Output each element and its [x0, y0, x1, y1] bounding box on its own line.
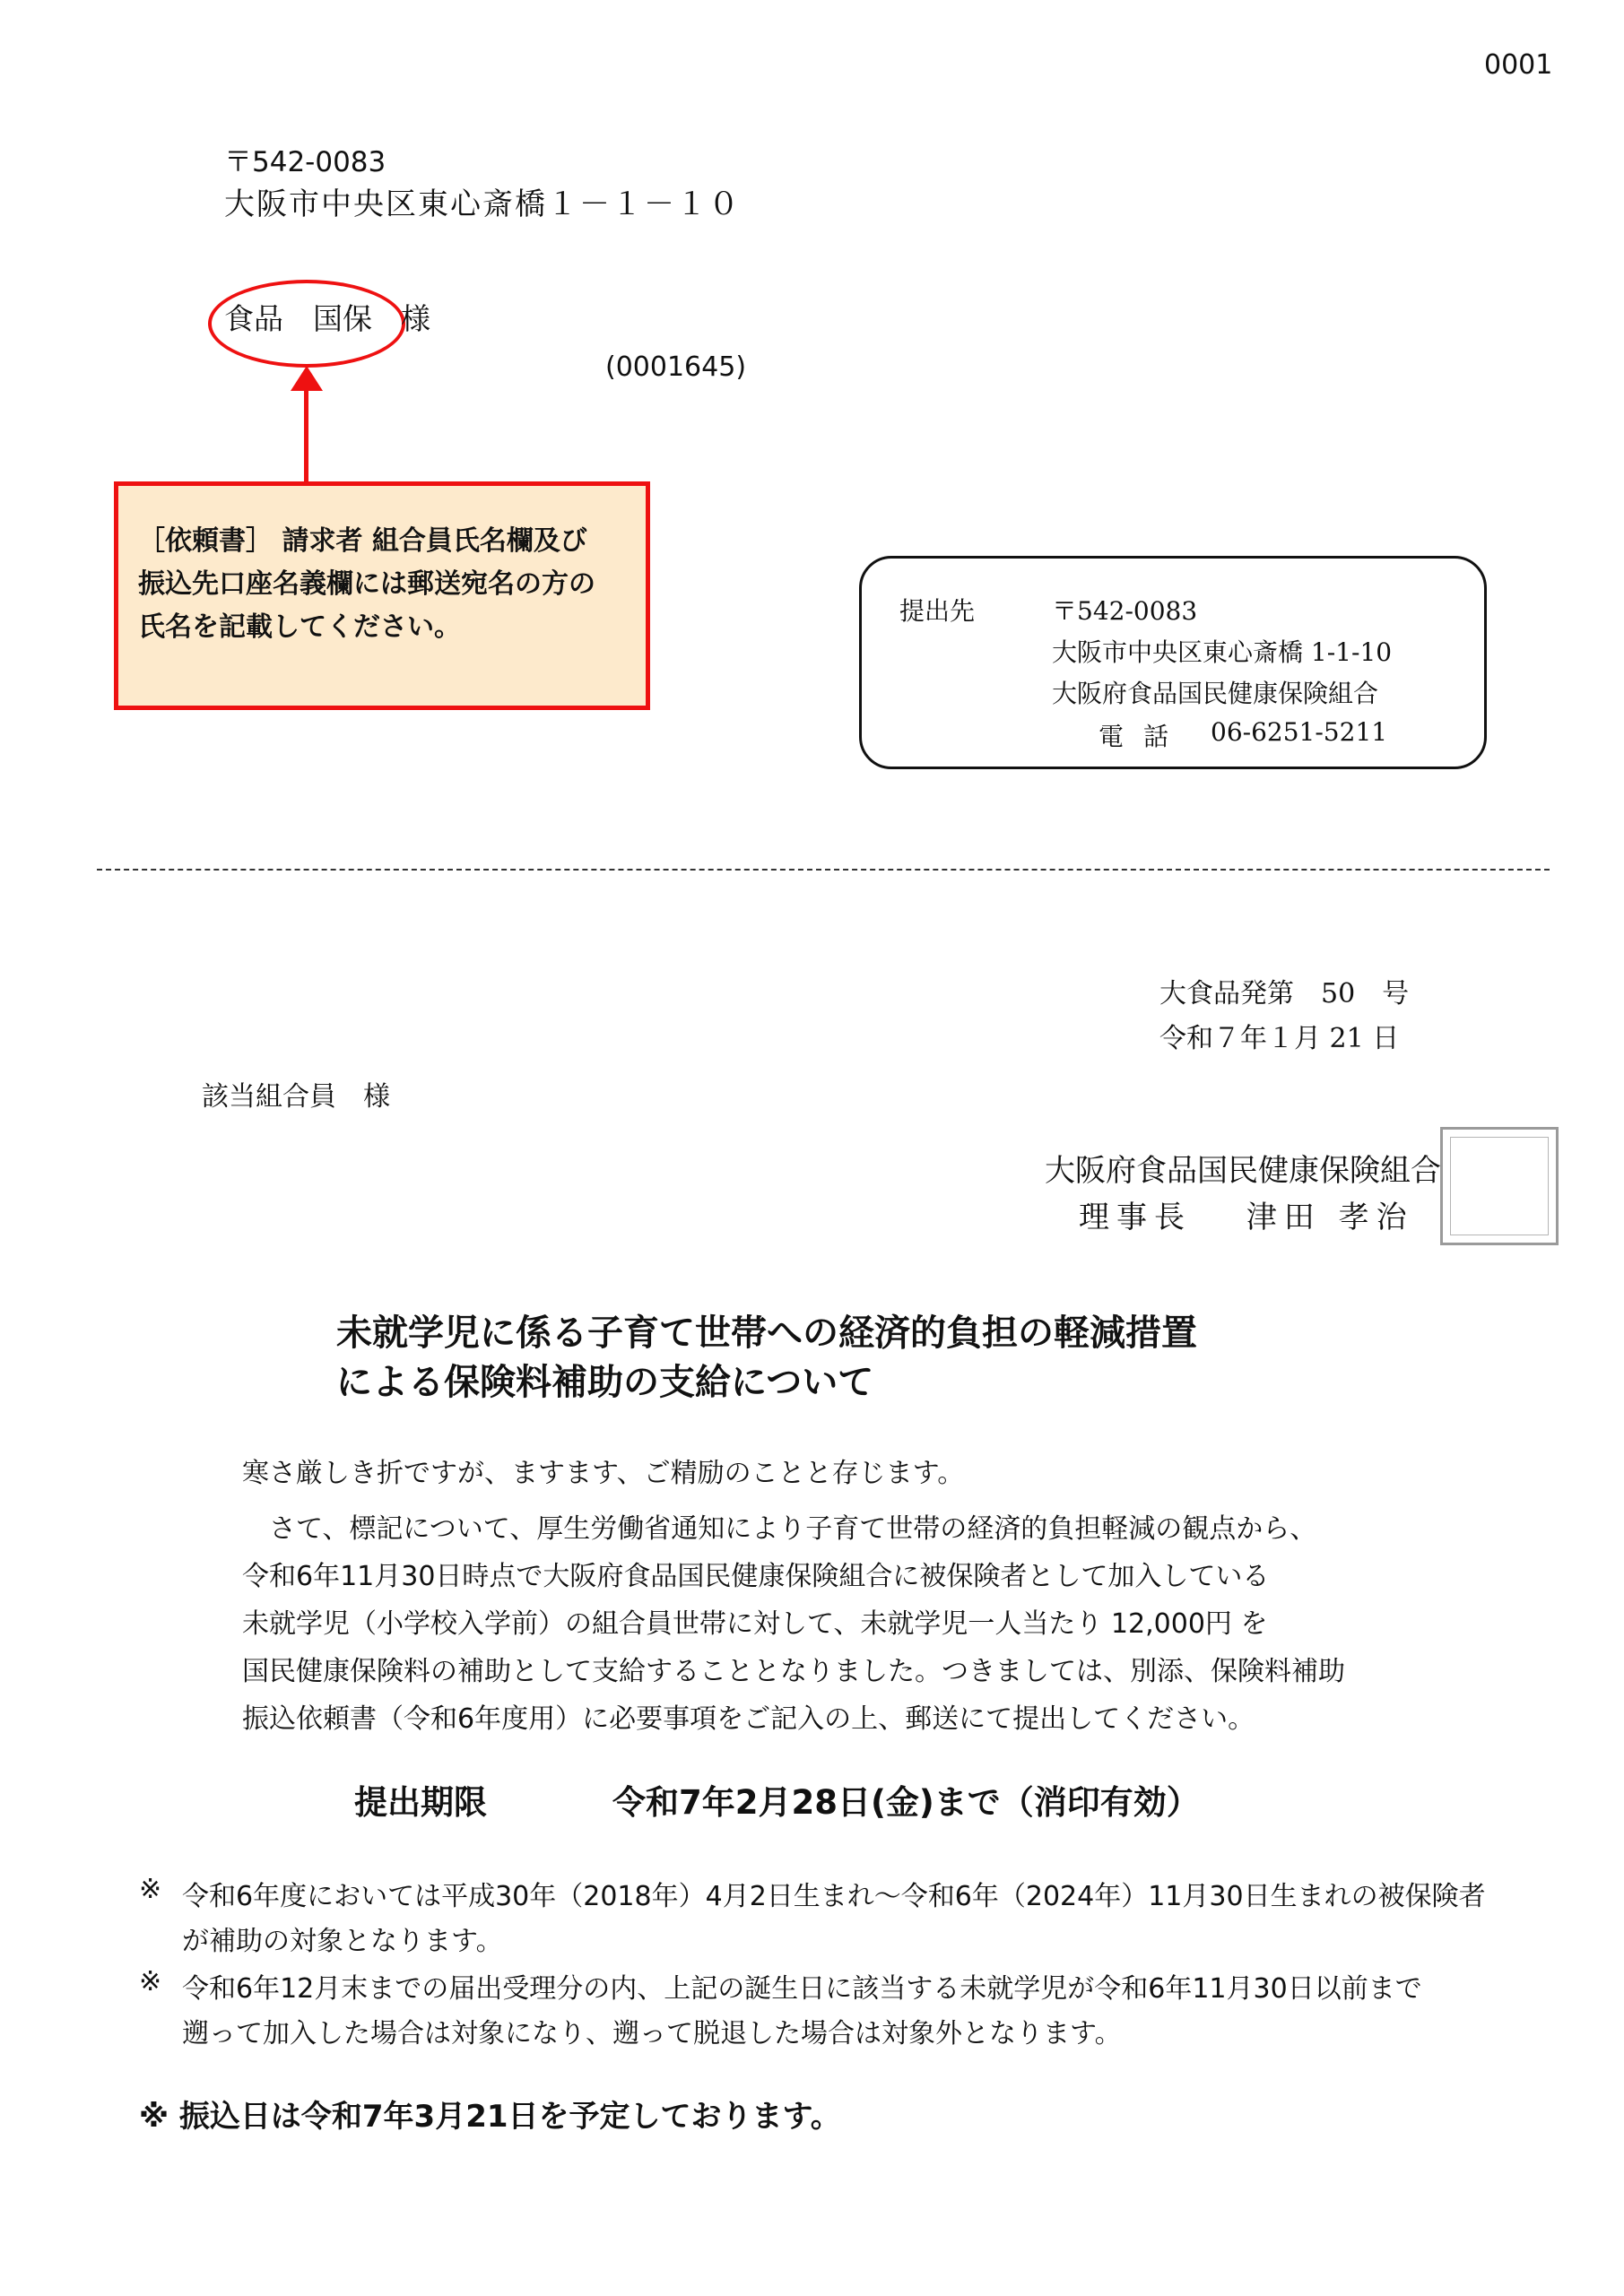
- recipient-honorific: 様: [401, 301, 430, 336]
- document-number: 大食品発第 50 号: [1159, 978, 1410, 1009]
- letter-title-line-1: 未就学児に係る子育て世帯への経済的負担の軽減措置: [336, 1313, 1197, 1354]
- note-mark: ※: [139, 1966, 162, 1997]
- deadline-label: 提出期限: [354, 1783, 487, 1822]
- instruction-line-3: 氏名を記載してください。: [138, 611, 461, 643]
- submission-address: 大阪市中央区東心斎橋 1-1-10: [1052, 637, 1393, 667]
- body-line: さて、標記について、厚生労働省通知により子育て世帯の経済的負担軽減の観点から、: [242, 1513, 1317, 1545]
- note-1-line-2: が補助の対象となります。: [182, 1926, 503, 1957]
- note-2-line-1: 令和6年12月末までの届出受理分の内、上記の誕生日に該当する未就学児が令和6年11月30日以前まで: [182, 1973, 1422, 2005]
- submission-tel-label: 電話: [1099, 722, 1189, 751]
- cut-line: [97, 869, 1550, 871]
- greeting: 寒さ厳しき折ですが、ますます、ご精励のことと存じます。: [242, 1458, 965, 1489]
- submission-organization: 大阪府食品国民健康保険組合: [1052, 679, 1379, 708]
- note-2-line-2: 遡って加入した場合は対象になり、遡って脱退した場合は対象外となります。: [182, 2018, 1122, 2049]
- instruction-line-2: 振込先口座名義欄には郵送宛名の方の: [138, 568, 595, 600]
- letter-title-line-2: による保険料補助の支給について: [336, 1362, 874, 1403]
- letter-date: 令和７年１月 21 日: [1159, 1023, 1400, 1054]
- instruction-box: [114, 481, 650, 710]
- body-line: 令和6年11月30日時点で大阪府食品国民健康保険組合に被保険者として加入している: [242, 1561, 1270, 1592]
- letter-addressee: 該当組合員 様: [202, 1081, 390, 1113]
- sender-director: 理事長 津田 孝治: [1079, 1200, 1414, 1235]
- body-line: 振込依頼書（令和6年度用）に必要事項をご記入の上、郵送にて提出してください。: [242, 1703, 1255, 1735]
- official-seal-stamp: [1440, 1127, 1559, 1245]
- transfer-date-note: ※ 振込日は令和7年3月21日を予定しております。: [139, 2099, 841, 2135]
- submission-zip: 〒542-0083: [1052, 596, 1198, 626]
- body-line: 未就学児（小学校入学前）の組合員世帯に対して、未就学児一人当たり 12,000円 を: [242, 1608, 1268, 1640]
- member-number: (0001645): [605, 351, 747, 383]
- note-1-line-1: 令和6年度においては平成30年（2018年）4月2日生まれ～令和6年（2024年）11月30日生まれの被保険者: [182, 1881, 1486, 1912]
- instruction-line-1: ［依頼書］ 請求者 組合員氏名欄及び: [138, 525, 587, 557]
- body-line: 国民健康保険料の補助として支給することとなりました。つきましては、別添、保険料補助: [242, 1656, 1345, 1687]
- page-number: 0001: [1484, 49, 1553, 81]
- sender-organization: 大阪府食品国民健康保険組合: [1045, 1153, 1441, 1189]
- submission-label: 提出先: [899, 596, 976, 626]
- envelope-zip: 〒542-0083: [224, 146, 386, 178]
- envelope-address: 大阪市中央区東心斎橋１－１－１０: [224, 186, 741, 222]
- note-mark: ※: [139, 1874, 162, 1905]
- deadline-value: 令和7年2月28日(金)まで（消印有効）: [612, 1783, 1200, 1822]
- envelope-recipient: [224, 296, 430, 338]
- arrow-shaft: [304, 387, 308, 482]
- submission-tel: 06-6251-5211: [1211, 717, 1388, 747]
- recipient-name: 食品 国保: [224, 301, 372, 336]
